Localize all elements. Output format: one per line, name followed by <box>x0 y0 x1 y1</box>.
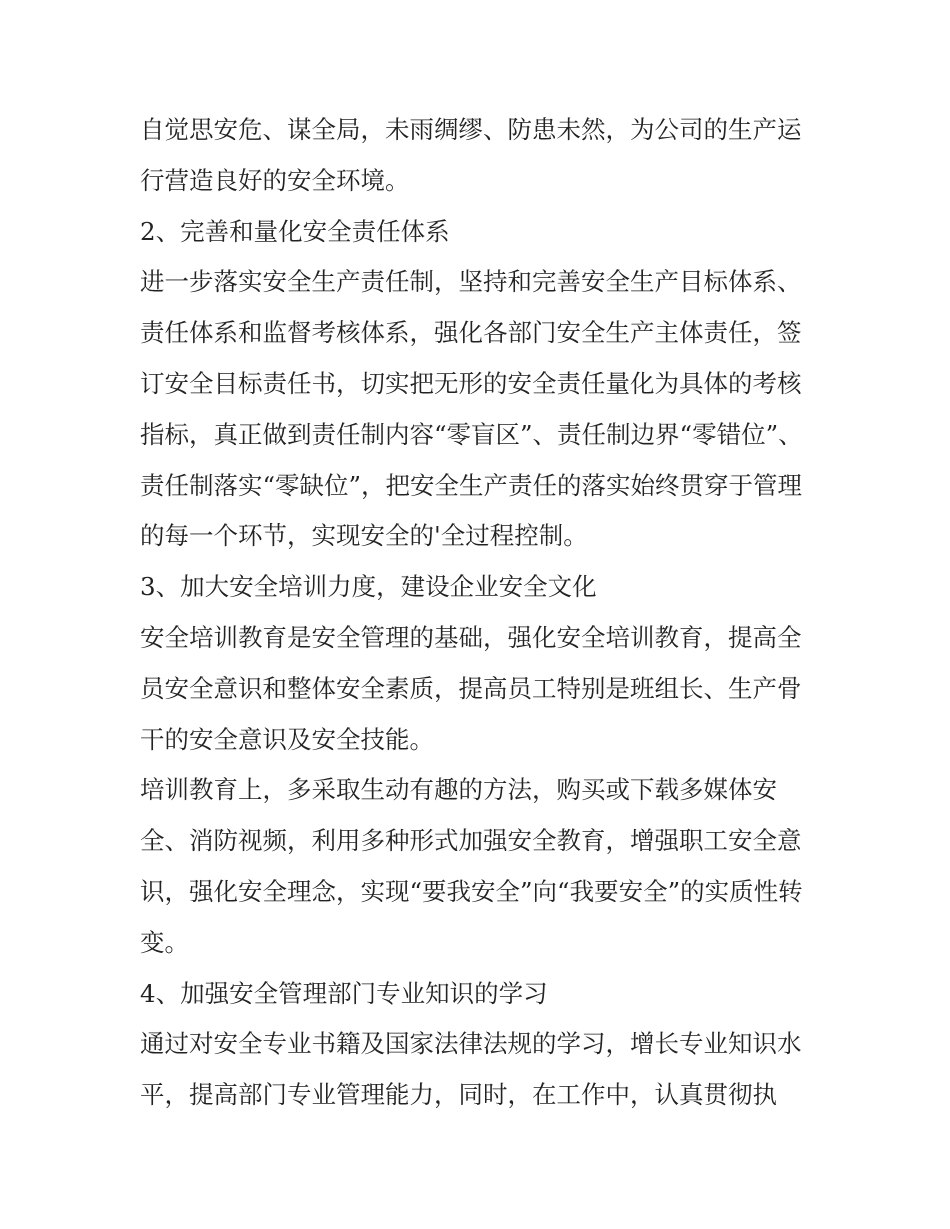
section-heading: 4、加强安全管理部门专业知识的学习 <box>140 978 548 1008</box>
text-line: 培训教育上，多采取生动有趣的方法，购买或下载多媒体安 <box>140 775 777 805</box>
text-line: 进一步落实安全生产责任制，坚持和完善安全生产目标体系、 <box>140 267 802 297</box>
text-line: 责任制落实“零缺位”，把安全生产责任的落实始终贯穿于管理 <box>140 470 803 500</box>
text-line: 指标，真正做到责任制内容“零盲区”、责任制边界“零错位”、 <box>140 419 803 449</box>
text-line: 识，强化安全理念，实现“要我安全”向“我要安全”的实质性转 <box>140 876 803 906</box>
document-body <box>140 105 812 1121</box>
text-line: 行营造良好的安全环境。 <box>140 165 410 195</box>
section-heading: 3、加大安全培训力度，建设企业安全文化 <box>140 572 597 602</box>
text-line: 员安全意识和整体安全素质，提高员工特别是班组长、生产骨 <box>140 673 802 703</box>
text-line: 订安全目标责任书，切实把无形的安全责任量化为具体的考核 <box>140 368 802 398</box>
text-line: 通过对安全专业书籍及国家法律法规的学习，增长专业知识水 <box>140 1029 802 1059</box>
text-line: 安全培训教育是安全管理的基础，强化安全培训教育，提高全 <box>140 622 802 652</box>
text-line: 平，提高部门专业管理能力，同时，在工作中，认真贯彻执 <box>140 1080 777 1110</box>
text-line: 全、消防视频，利用多种形式加强安全教育，增强职工安全意 <box>140 826 802 856</box>
text-line: 干的安全意识及安全技能。 <box>140 724 434 754</box>
section-heading: 2、完善和量化安全责任体系 <box>140 216 450 246</box>
text-line: 的每一个环节，实现安全的'全过程控制。 <box>140 521 588 551</box>
text-line: 自觉思安危、谋全局，未雨绸缪、防患未然，为公司的生产运 <box>140 115 802 144</box>
text-line: 责任体系和监督考核体系，强化各部门安全生产主体责任，签 <box>140 318 802 348</box>
text-line: 变。 <box>140 927 189 957</box>
